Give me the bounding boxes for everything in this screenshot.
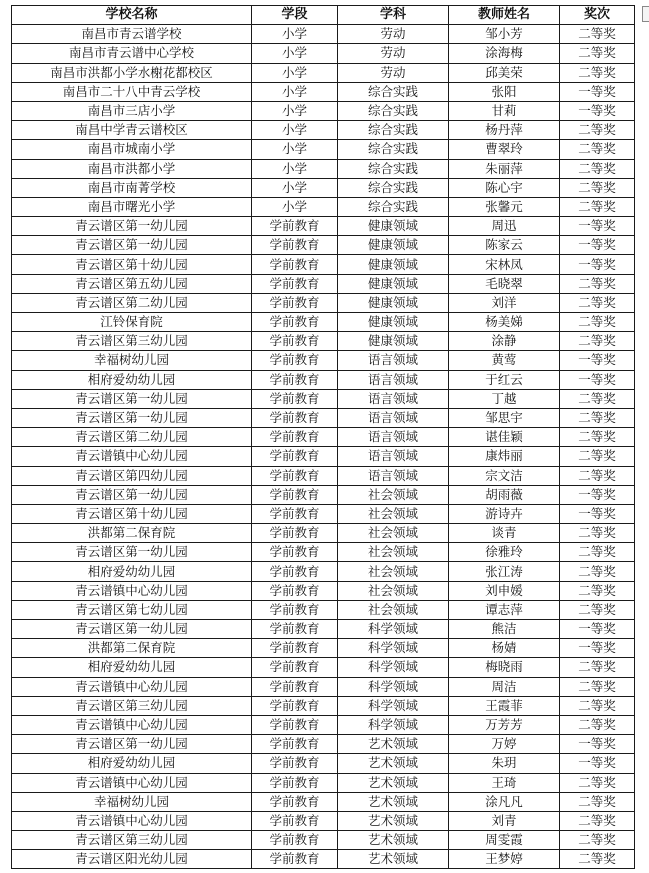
cell-teacher-name: 邹思宇 — [449, 408, 560, 427]
cell-award: 一等奖 — [560, 639, 635, 658]
cell-award: 二等奖 — [560, 274, 635, 293]
table-row — [12, 773, 635, 792]
cell-subject: 社会领域 — [338, 543, 449, 562]
cell-school-level: 学前教育 — [252, 236, 338, 255]
cell-award: 二等奖 — [560, 562, 635, 581]
cell-teacher-name: 刘申媛 — [449, 581, 560, 600]
cell-subject: 语言领域 — [338, 351, 449, 370]
cell-school-level: 学前教育 — [252, 735, 338, 754]
cell-teacher-name: 宋林凤 — [449, 255, 560, 274]
cell-award: 二等奖 — [560, 197, 635, 216]
table-row — [12, 735, 635, 754]
cell-teacher-name: 梅晓雨 — [449, 658, 560, 677]
table-row — [12, 274, 635, 293]
cell-award: 二等奖 — [560, 658, 635, 677]
cell-school-name: 青云谱区第二幼儿园 — [12, 428, 252, 447]
cell-subject: 艺术领域 — [338, 735, 449, 754]
cell-award: 二等奖 — [560, 293, 635, 312]
cell-award: 二等奖 — [560, 600, 635, 619]
cell-award: 一等奖 — [560, 370, 635, 389]
cell-subject: 综合实践 — [338, 197, 449, 216]
cell-school-name: 洪都第二保育院 — [12, 639, 252, 658]
cell-school-level: 小学 — [252, 140, 338, 159]
cell-subject: 综合实践 — [338, 82, 449, 101]
cell-school-level: 学前教育 — [252, 715, 338, 734]
cell-subject: 语言领域 — [338, 428, 449, 447]
cell-school-level: 学前教育 — [252, 543, 338, 562]
cell-school-name: 青云谱区第三幼儿园 — [12, 696, 252, 715]
cell-award: 二等奖 — [560, 25, 635, 44]
cell-teacher-name: 涂海梅 — [449, 44, 560, 63]
header-subject: 学科 — [338, 6, 449, 25]
cell-subject: 语言领域 — [338, 389, 449, 408]
cell-teacher-name: 陈家云 — [449, 236, 560, 255]
cell-award: 一等奖 — [560, 82, 635, 101]
cell-school-level: 学前教育 — [252, 293, 338, 312]
cell-teacher-name: 于红云 — [449, 370, 560, 389]
cell-teacher-name: 张阳 — [449, 82, 560, 101]
cell-school-name: 青云谱镇中心幼儿园 — [12, 811, 252, 830]
cell-teacher-name: 张馨元 — [449, 197, 560, 216]
cell-school-level: 学前教育 — [252, 370, 338, 389]
cell-teacher-name: 杨婧 — [449, 639, 560, 658]
cell-school-level: 学前教育 — [252, 773, 338, 792]
cell-subject: 科学领域 — [338, 677, 449, 696]
cell-teacher-name: 熊洁 — [449, 620, 560, 639]
cell-award: 二等奖 — [560, 773, 635, 792]
cell-school-name: 青云谱镇中心幼儿园 — [12, 447, 252, 466]
cell-subject: 健康领域 — [338, 313, 449, 332]
cell-school-name: 青云谱区第三幼儿园 — [12, 831, 252, 850]
cell-teacher-name: 周雯霞 — [449, 831, 560, 850]
table-row — [12, 428, 635, 447]
cell-school-level: 学前教育 — [252, 696, 338, 715]
cell-school-level: 学前教育 — [252, 255, 338, 274]
cell-subject: 劳动 — [338, 25, 449, 44]
cell-school-name: 南昌市二十八中青云学校 — [12, 82, 252, 101]
cell-school-level: 学前教育 — [252, 524, 338, 543]
cell-award: 二等奖 — [560, 811, 635, 830]
cell-subject: 科学领域 — [338, 696, 449, 715]
cell-subject: 科学领域 — [338, 620, 449, 639]
table-row — [12, 850, 635, 869]
cell-teacher-name: 徐雅玲 — [449, 543, 560, 562]
cell-school-level: 学前教育 — [252, 677, 338, 696]
cell-school-level: 小学 — [252, 63, 338, 82]
table-row — [12, 581, 635, 600]
table-row — [12, 466, 635, 485]
cell-school-name: 青云谱区第七幼儿园 — [12, 600, 252, 619]
cell-school-level: 学前教育 — [252, 562, 338, 581]
table-row — [12, 792, 635, 811]
table-body — [12, 25, 635, 869]
cell-teacher-name: 毛晓翠 — [449, 274, 560, 293]
cell-school-level: 小学 — [252, 82, 338, 101]
window-edge-mark — [642, 6, 649, 22]
table-row — [12, 504, 635, 523]
cell-teacher-name: 万婷 — [449, 735, 560, 754]
cell-teacher-name: 刘青 — [449, 811, 560, 830]
cell-school-level: 学前教育 — [252, 217, 338, 236]
cell-subject: 健康领域 — [338, 332, 449, 351]
table-row — [12, 351, 635, 370]
cell-school-level: 学前教育 — [252, 466, 338, 485]
cell-school-name: 青云谱区第二幼儿园 — [12, 293, 252, 312]
cell-subject: 社会领域 — [338, 524, 449, 543]
cell-school-level: 学前教育 — [252, 351, 338, 370]
header-award: 奖次 — [560, 6, 635, 25]
cell-school-level: 小学 — [252, 197, 338, 216]
cell-award: 二等奖 — [560, 466, 635, 485]
cell-school-level: 学前教育 — [252, 504, 338, 523]
cell-subject: 科学领域 — [338, 715, 449, 734]
table-row — [12, 255, 635, 274]
table-row — [12, 389, 635, 408]
cell-teacher-name: 王梦婷 — [449, 850, 560, 869]
table-row — [12, 600, 635, 619]
cell-award: 二等奖 — [560, 63, 635, 82]
table-row — [12, 63, 635, 82]
table-row — [12, 44, 635, 63]
cell-award: 二等奖 — [560, 543, 635, 562]
cell-teacher-name: 黄莺 — [449, 351, 560, 370]
table-row — [12, 811, 635, 830]
cell-school-name: 南昌市青云谱学校 — [12, 25, 252, 44]
table-row — [12, 543, 635, 562]
cell-school-name: 相府爱幼幼儿园 — [12, 658, 252, 677]
cell-award: 一等奖 — [560, 504, 635, 523]
cell-school-level: 小学 — [252, 121, 338, 140]
cell-subject: 综合实践 — [338, 101, 449, 120]
cell-award: 二等奖 — [560, 140, 635, 159]
cell-award: 二等奖 — [560, 159, 635, 178]
cell-award: 一等奖 — [560, 735, 635, 754]
cell-subject: 劳动 — [338, 44, 449, 63]
cell-award: 二等奖 — [560, 715, 635, 734]
header-teacher-name: 教师姓名 — [449, 6, 560, 25]
cell-school-name: 幸福树幼儿园 — [12, 351, 252, 370]
cell-teacher-name: 涂静 — [449, 332, 560, 351]
table-row — [12, 831, 635, 850]
cell-teacher-name: 谌佳颖 — [449, 428, 560, 447]
cell-school-name: 南昌市三店小学 — [12, 101, 252, 120]
cell-subject: 语言领域 — [338, 466, 449, 485]
cell-subject: 艺术领域 — [338, 831, 449, 850]
table-row — [12, 293, 635, 312]
cell-school-name: 相府爱幼幼儿园 — [12, 562, 252, 581]
cell-school-level: 学前教育 — [252, 581, 338, 600]
cell-school-level: 学前教育 — [252, 332, 338, 351]
table-row — [12, 485, 635, 504]
cell-award: 一等奖 — [560, 255, 635, 274]
cell-school-name: 青云谱区第一幼儿园 — [12, 217, 252, 236]
cell-school-level: 学前教育 — [252, 811, 338, 830]
cell-teacher-name: 朱丽萍 — [449, 159, 560, 178]
cell-award: 二等奖 — [560, 850, 635, 869]
cell-school-name: 相府爱幼幼儿园 — [12, 754, 252, 773]
cell-teacher-name: 谭志萍 — [449, 600, 560, 619]
cell-teacher-name: 王霞菲 — [449, 696, 560, 715]
cell-award: 二等奖 — [560, 677, 635, 696]
cell-teacher-name: 曹翠玲 — [449, 140, 560, 159]
cell-award: 二等奖 — [560, 408, 635, 427]
table-row — [12, 696, 635, 715]
table-row — [12, 140, 635, 159]
cell-school-name: 江铃保育院 — [12, 313, 252, 332]
cell-award: 一等奖 — [560, 101, 635, 120]
cell-school-name: 青云谱区第五幼儿园 — [12, 274, 252, 293]
cell-teacher-name: 万芳芳 — [449, 715, 560, 734]
cell-teacher-name: 陈心宇 — [449, 178, 560, 197]
cell-school-level: 学前教育 — [252, 639, 338, 658]
cell-award: 二等奖 — [560, 178, 635, 197]
cell-subject: 健康领域 — [338, 255, 449, 274]
cell-award: 一等奖 — [560, 754, 635, 773]
cell-school-level: 学前教育 — [252, 792, 338, 811]
header-school-name: 学校名称 — [12, 6, 252, 25]
cell-award: 二等奖 — [560, 581, 635, 600]
cell-subject: 社会领域 — [338, 562, 449, 581]
table-row — [12, 159, 635, 178]
cell-teacher-name: 王琦 — [449, 773, 560, 792]
cell-school-level: 学前教育 — [252, 600, 338, 619]
cell-school-level: 学前教育 — [252, 313, 338, 332]
cell-subject: 社会领域 — [338, 504, 449, 523]
cell-teacher-name: 谈青 — [449, 524, 560, 543]
cell-subject: 科学领域 — [338, 639, 449, 658]
cell-teacher-name: 涂凡凡 — [449, 792, 560, 811]
table-row — [12, 658, 635, 677]
cell-school-level: 小学 — [252, 44, 338, 63]
cell-school-level: 小学 — [252, 178, 338, 197]
cell-award: 二等奖 — [560, 332, 635, 351]
cell-school-name: 青云谱区第一幼儿园 — [12, 408, 252, 427]
cell-award: 一等奖 — [560, 485, 635, 504]
cell-school-level: 学前教育 — [252, 620, 338, 639]
cell-school-name: 青云谱区阳光幼儿园 — [12, 850, 252, 869]
cell-award: 一等奖 — [560, 236, 635, 255]
cell-school-level: 学前教育 — [252, 428, 338, 447]
table-row — [12, 313, 635, 332]
cell-subject: 社会领域 — [338, 600, 449, 619]
cell-subject: 健康领域 — [338, 217, 449, 236]
cell-award: 二等奖 — [560, 792, 635, 811]
cell-school-name: 南昌市曙光小学 — [12, 197, 252, 216]
cell-teacher-name: 邹小芳 — [449, 25, 560, 44]
table-row — [12, 408, 635, 427]
header-school-level: 学段 — [252, 6, 338, 25]
cell-teacher-name: 丁越 — [449, 389, 560, 408]
table-row — [12, 715, 635, 734]
table-row — [12, 754, 635, 773]
cell-school-name: 南昌市青云谱中心学校 — [12, 44, 252, 63]
cell-school-name: 相府爱幼幼儿园 — [12, 370, 252, 389]
cell-award: 一等奖 — [560, 351, 635, 370]
cell-teacher-name: 杨丹萍 — [449, 121, 560, 140]
table-row — [12, 370, 635, 389]
cell-school-name: 南昌市南菁学校 — [12, 178, 252, 197]
cell-subject: 艺术领域 — [338, 792, 449, 811]
cell-school-level: 小学 — [252, 25, 338, 44]
cell-school-level: 学前教育 — [252, 447, 338, 466]
table-row — [12, 121, 635, 140]
cell-subject: 艺术领域 — [338, 773, 449, 792]
table-row — [12, 197, 635, 216]
cell-school-name: 南昌市城南小学 — [12, 140, 252, 159]
cell-school-level: 学前教育 — [252, 274, 338, 293]
table-header-row — [12, 6, 635, 25]
cell-subject: 综合实践 — [338, 178, 449, 197]
cell-subject: 社会领域 — [338, 581, 449, 600]
award-table — [11, 5, 635, 869]
cell-award: 二等奖 — [560, 696, 635, 715]
cell-award: 二等奖 — [560, 121, 635, 140]
table-row — [12, 332, 635, 351]
cell-subject: 健康领域 — [338, 274, 449, 293]
table-row — [12, 236, 635, 255]
cell-school-level: 学前教育 — [252, 754, 338, 773]
cell-school-name: 青云谱镇中心幼儿园 — [12, 581, 252, 600]
cell-award: 二等奖 — [560, 389, 635, 408]
table-row — [12, 101, 635, 120]
cell-award: 二等奖 — [560, 524, 635, 543]
cell-teacher-name: 胡雨薇 — [449, 485, 560, 504]
cell-subject: 科学领域 — [338, 658, 449, 677]
cell-school-name: 青云谱区第十幼儿园 — [12, 255, 252, 274]
cell-school-name: 青云谱镇中心幼儿园 — [12, 773, 252, 792]
cell-subject: 综合实践 — [338, 140, 449, 159]
cell-subject: 语言领域 — [338, 370, 449, 389]
cell-school-level: 学前教育 — [252, 850, 338, 869]
cell-subject: 社会领域 — [338, 485, 449, 504]
table-row — [12, 524, 635, 543]
cell-award: 二等奖 — [560, 447, 635, 466]
cell-school-name: 青云谱镇中心幼儿园 — [12, 677, 252, 696]
cell-teacher-name: 周迅 — [449, 217, 560, 236]
cell-school-name: 洪都第二保育院 — [12, 524, 252, 543]
cell-award: 一等奖 — [560, 620, 635, 639]
cell-teacher-name: 刘洋 — [449, 293, 560, 312]
cell-award: 二等奖 — [560, 428, 635, 447]
cell-school-name: 南昌市洪都小学水榭花都校区 — [12, 63, 252, 82]
cell-subject: 健康领域 — [338, 236, 449, 255]
cell-school-name: 青云谱区第一幼儿园 — [12, 620, 252, 639]
table-row — [12, 25, 635, 44]
cell-teacher-name: 康炜丽 — [449, 447, 560, 466]
cell-school-level: 小学 — [252, 101, 338, 120]
cell-school-name: 青云谱镇中心幼儿园 — [12, 715, 252, 734]
cell-school-name: 青云谱区第一幼儿园 — [12, 735, 252, 754]
cell-teacher-name: 甘莉 — [449, 101, 560, 120]
cell-subject: 艺术领域 — [338, 850, 449, 869]
cell-teacher-name: 邱美荣 — [449, 63, 560, 82]
cell-school-name: 青云谱区第一幼儿园 — [12, 485, 252, 504]
cell-award: 二等奖 — [560, 44, 635, 63]
table-row — [12, 447, 635, 466]
cell-subject: 语言领域 — [338, 447, 449, 466]
cell-subject: 艺术领域 — [338, 754, 449, 773]
cell-school-name: 青云谱区第一幼儿园 — [12, 543, 252, 562]
cell-teacher-name: 杨美娣 — [449, 313, 560, 332]
cell-award: 二等奖 — [560, 313, 635, 332]
cell-subject: 语言领域 — [338, 408, 449, 427]
table-row — [12, 639, 635, 658]
cell-school-name: 幸福树幼儿园 — [12, 792, 252, 811]
cell-school-name: 青云谱区第一幼儿园 — [12, 389, 252, 408]
table-row — [12, 82, 635, 101]
cell-school-name: 南昌市洪都小学 — [12, 159, 252, 178]
table-row — [12, 677, 635, 696]
table-row — [12, 620, 635, 639]
cell-teacher-name: 张江涛 — [449, 562, 560, 581]
cell-school-name: 青云谱区第三幼儿园 — [12, 332, 252, 351]
cell-subject: 劳动 — [338, 63, 449, 82]
cell-award: 二等奖 — [560, 831, 635, 850]
cell-school-level: 小学 — [252, 159, 338, 178]
cell-teacher-name: 游诗卉 — [449, 504, 560, 523]
cell-school-name: 青云谱区第十幼儿园 — [12, 504, 252, 523]
table-row — [12, 178, 635, 197]
cell-subject: 综合实践 — [338, 121, 449, 140]
cell-teacher-name: 宗文洁 — [449, 466, 560, 485]
cell-school-name: 青云谱区第四幼儿园 — [12, 466, 252, 485]
cell-teacher-name: 周洁 — [449, 677, 560, 696]
cell-subject: 综合实践 — [338, 159, 449, 178]
cell-subject: 艺术领域 — [338, 811, 449, 830]
table-row — [12, 562, 635, 581]
cell-school-level: 学前教育 — [252, 831, 338, 850]
cell-school-name: 青云谱区第一幼儿园 — [12, 236, 252, 255]
cell-school-level: 学前教育 — [252, 389, 338, 408]
cell-school-level: 学前教育 — [252, 658, 338, 677]
cell-award: 一等奖 — [560, 217, 635, 236]
cell-subject: 健康领域 — [338, 293, 449, 312]
table-row — [12, 217, 635, 236]
cell-teacher-name: 朱玥 — [449, 754, 560, 773]
cell-school-name: 南昌中学青云谱校区 — [12, 121, 252, 140]
cell-school-level: 学前教育 — [252, 408, 338, 427]
cell-school-level: 学前教育 — [252, 485, 338, 504]
